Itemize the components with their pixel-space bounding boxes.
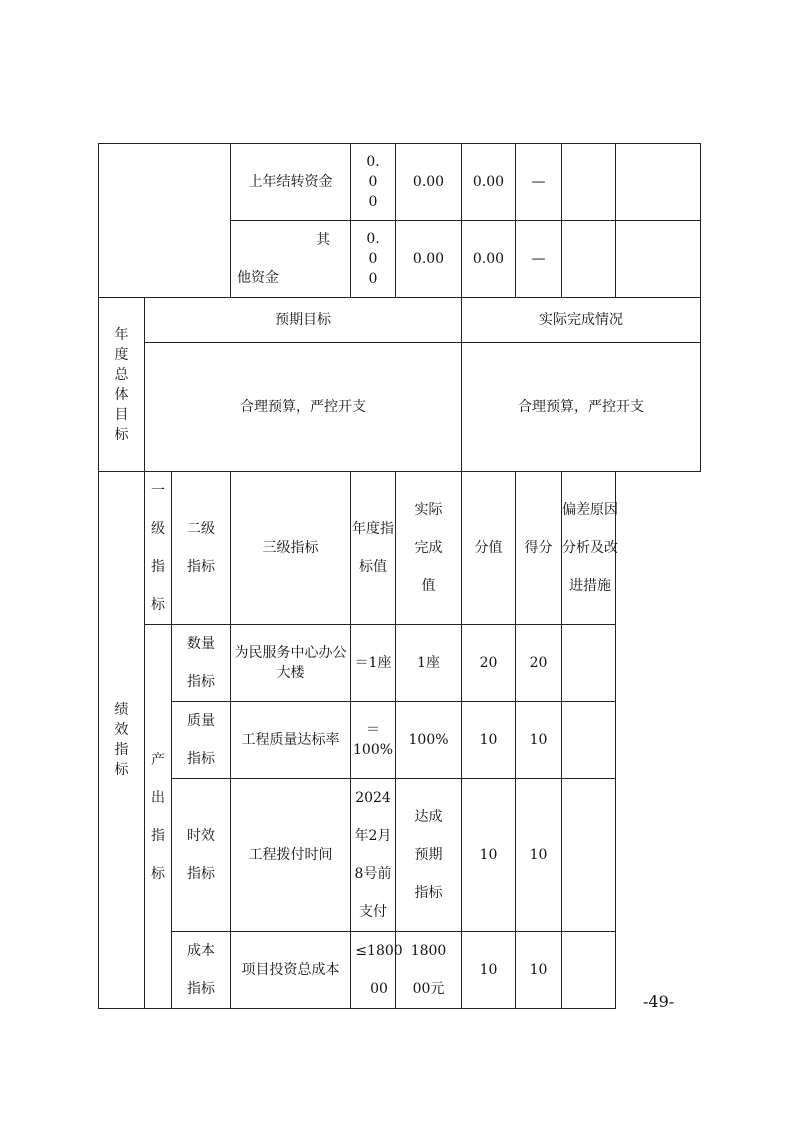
points-cell: 10	[462, 779, 516, 932]
performance-table	[98, 143, 701, 1009]
page-number: -49-	[643, 992, 675, 1011]
fund-rate: —	[516, 144, 562, 221]
annual-value-cell: ≤180000	[351, 932, 396, 1009]
points-cell: 10	[462, 932, 516, 1009]
deviation-cell	[562, 779, 616, 932]
level3-cell: 工程拨付时间	[231, 779, 351, 932]
annual-value-cell: 2024年2月8号前支付	[351, 779, 396, 932]
level3-cell: 为民服务中心办公大楼	[231, 625, 351, 702]
deviation-cell	[562, 932, 616, 1009]
fund-executed: 0.00	[462, 144, 516, 221]
expected-goal: 合理预算，严控开支	[145, 343, 462, 472]
annual-value-cell: ＝100%	[351, 702, 396, 779]
actual-value-cell: 1座	[396, 625, 462, 702]
actual-status: 合理预算，严控开支	[462, 343, 701, 472]
deviation-cell	[562, 702, 616, 779]
blank-cell	[616, 221, 701, 298]
table-row	[99, 625, 701, 702]
actual-value-cell: 100%	[396, 702, 462, 779]
header-score-value: 分值	[462, 472, 516, 625]
table-row	[99, 932, 701, 1009]
fund-label: 上年结转资金	[231, 144, 351, 221]
fund-label-line1: 其	[316, 232, 331, 248]
performance-label: 绩效指标	[99, 472, 145, 1009]
level2-cell: 数量指标	[172, 625, 231, 702]
header-deviation: 偏差原因分析及改进措施	[562, 472, 616, 625]
blank-cell	[99, 144, 231, 298]
table-row	[99, 298, 701, 343]
fund-rate: —	[516, 221, 562, 298]
level3-cell: 工程质量达标率	[231, 702, 351, 779]
fund-adjusted: 0.00	[396, 144, 462, 221]
level2-cell: 成本指标	[172, 932, 231, 1009]
fund-label	[231, 221, 351, 298]
header-score: 得分	[516, 472, 562, 625]
actual-value-cell: 达成预期指标	[396, 779, 462, 932]
annual-value-cell: ＝1座	[351, 625, 396, 702]
header-actual-value: 实际完成值	[396, 472, 462, 625]
header-level2: 二级指标	[172, 472, 231, 625]
annual-goal-label: 年度总体目标	[99, 298, 145, 472]
score-cell: 10	[516, 779, 562, 932]
fund-label-line2: 他资金	[237, 270, 280, 286]
actual-value-cell: 180000元	[396, 932, 462, 1009]
fund-budget: 0.00	[351, 221, 396, 298]
expected-goal-header: 预期目标	[145, 298, 462, 343]
table-row	[99, 144, 701, 221]
header-annual-value: 年度指标值	[351, 472, 396, 625]
header-level3: 三级指标	[231, 472, 351, 625]
level3-cell: 项目投资总成本	[231, 932, 351, 1009]
fund-budget: 0.00	[351, 144, 396, 221]
score-cell: 20	[516, 625, 562, 702]
fund-adjusted: 0.00	[396, 221, 462, 298]
points-cell: 20	[462, 625, 516, 702]
score-cell: 10	[516, 702, 562, 779]
fund-executed: 0.00	[462, 221, 516, 298]
points-cell: 10	[462, 702, 516, 779]
table-row	[99, 472, 701, 625]
category-output: 产出指标	[145, 625, 172, 1009]
blank-cell	[616, 144, 701, 221]
table-row	[99, 779, 701, 932]
blank-cell	[562, 144, 616, 221]
level2-cell: 时效指标	[172, 779, 231, 932]
blank-cell	[562, 221, 616, 298]
deviation-cell	[562, 625, 616, 702]
level2-cell: 质量指标	[172, 702, 231, 779]
actual-status-header: 实际完成情况	[462, 298, 701, 343]
table-row	[99, 702, 701, 779]
header-level1: 一级指标	[145, 472, 172, 625]
table-row	[99, 343, 701, 472]
score-cell: 10	[516, 932, 562, 1009]
